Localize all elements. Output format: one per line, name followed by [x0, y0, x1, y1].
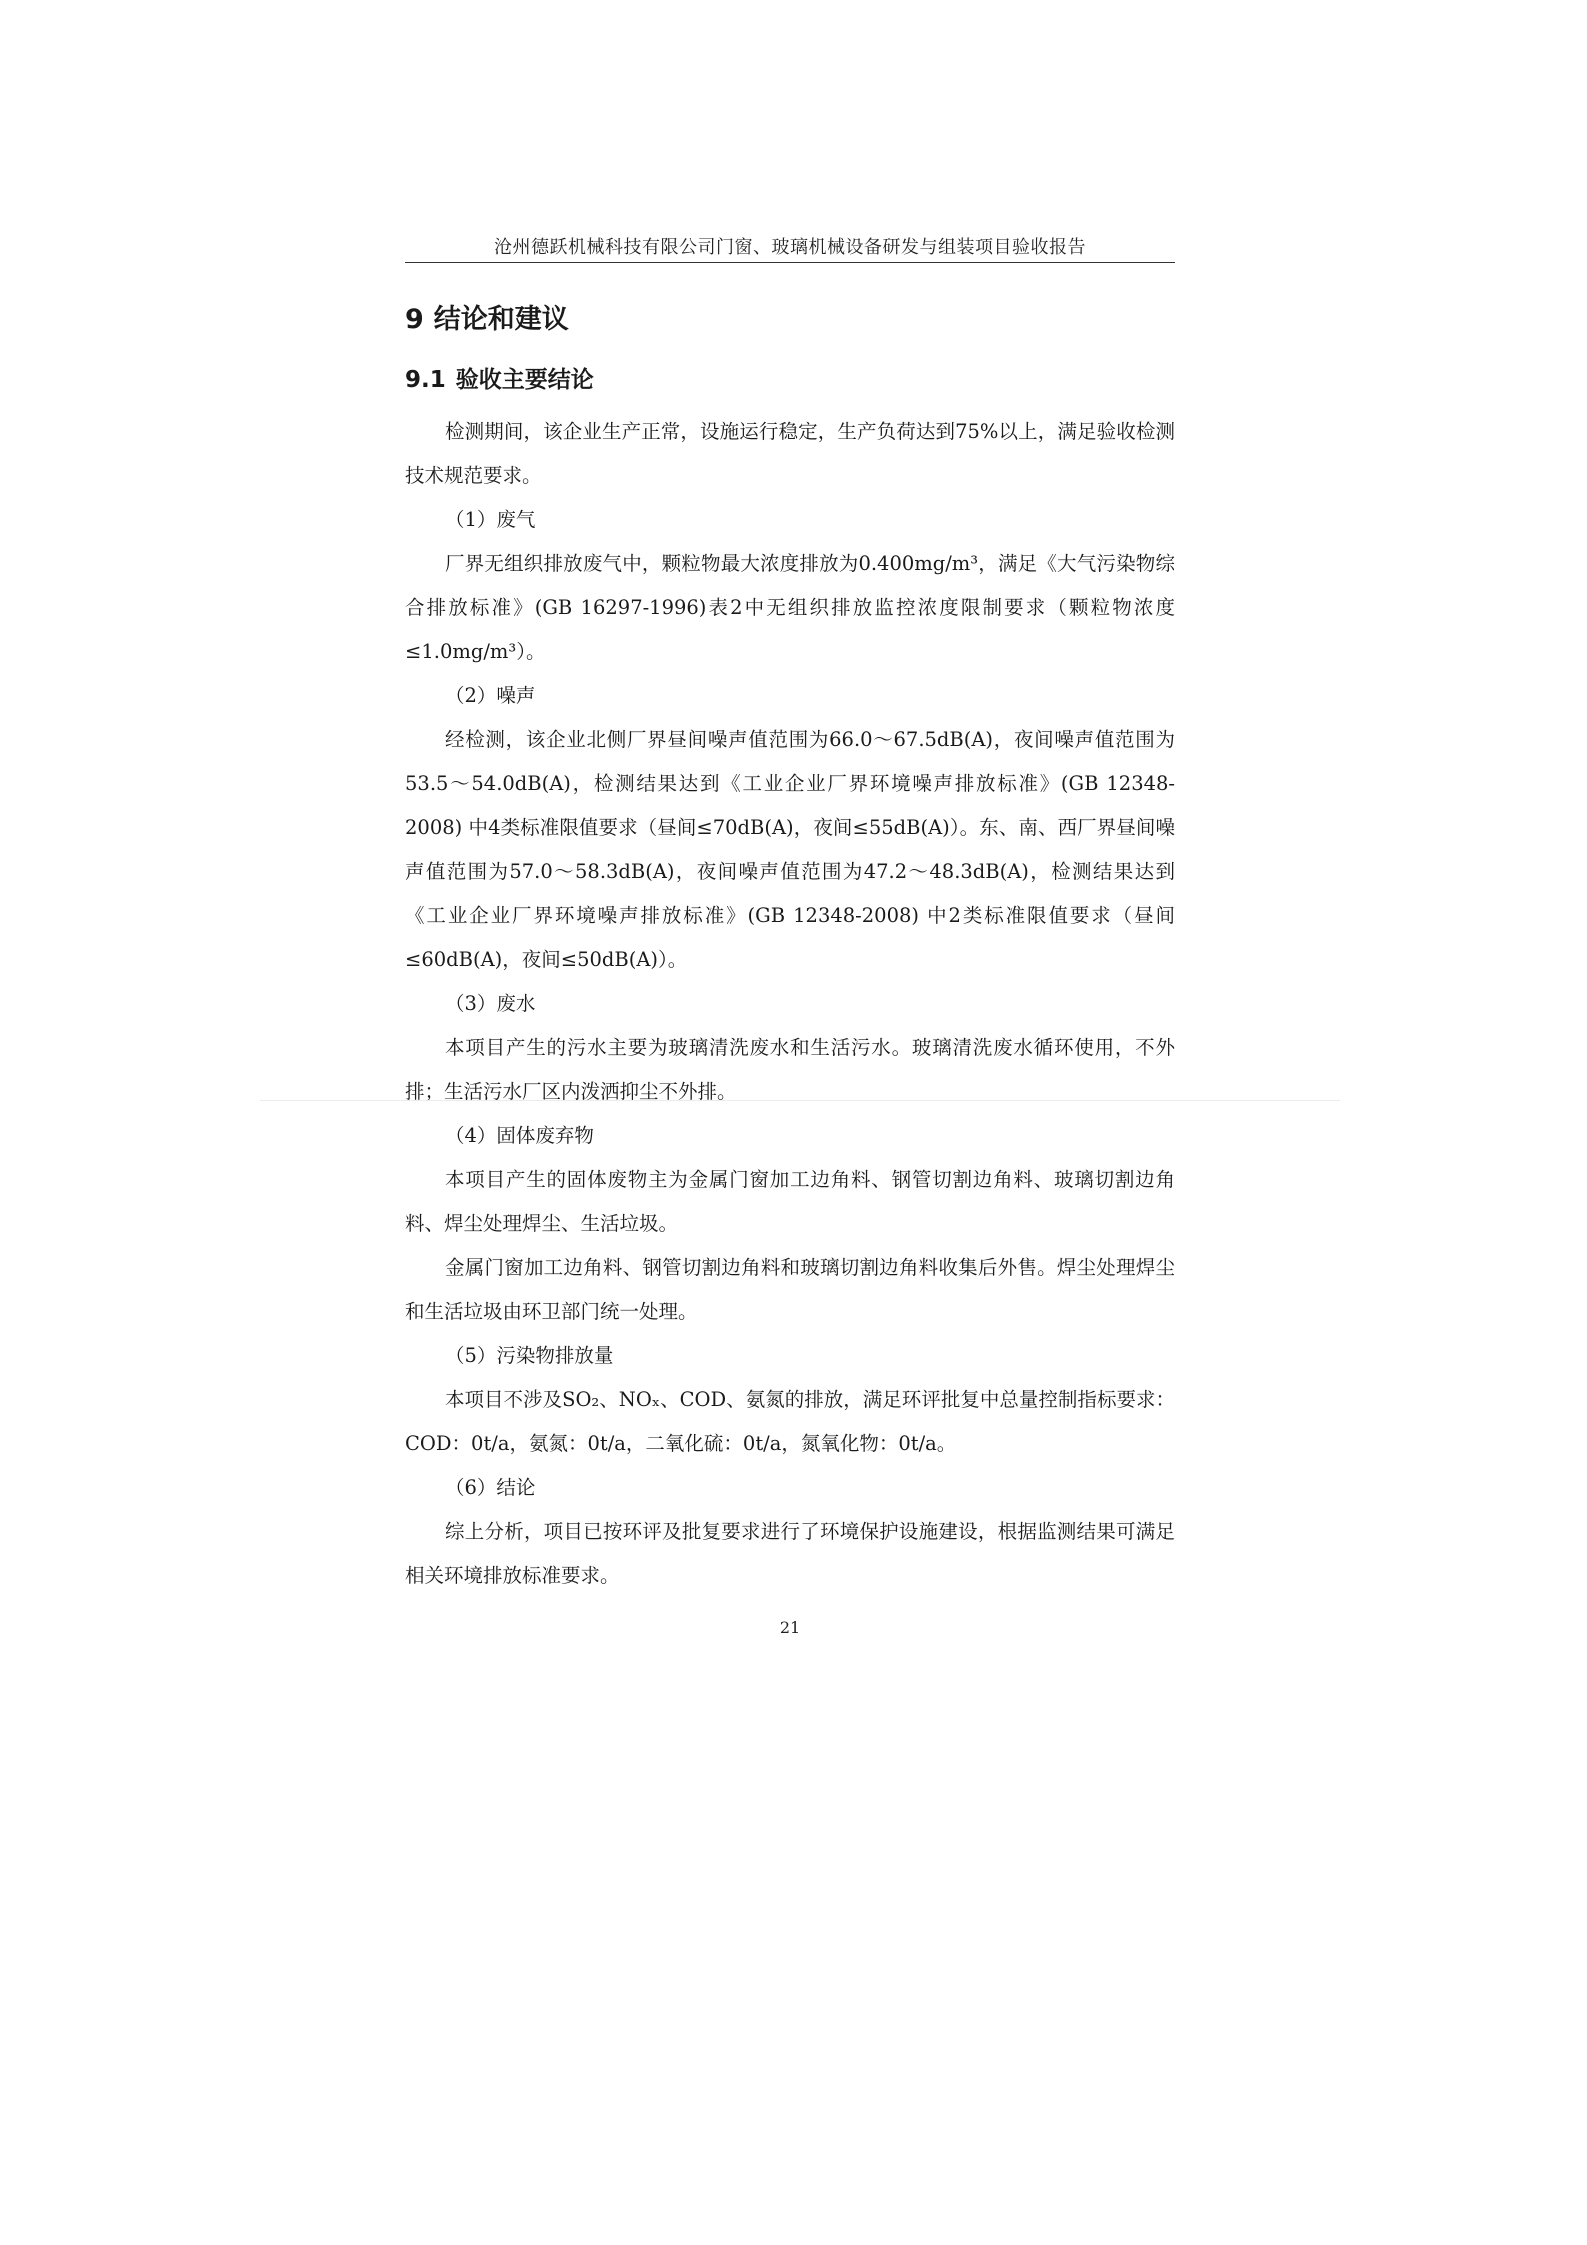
subheading-solid-waste: （4）固体废弃物 — [445, 1124, 594, 1147]
paragraph-solid-waste-disposal: 金属门窗加工边角料、钢管切割边角料和玻璃切割边角料收集后外售。焊尘处理焊尘和生活垃圾由环卫部门统一处理。 — [405, 1256, 1175, 1323]
paragraph-noise: 经检测，该企业北侧厂界昼间噪声值范围为66.0～67.5dB(A)，夜间噪声值范围为53.5～54.0dB(A)，检测结果达到《工业企业厂界环境噪声排放标准》(GB 12348-2008) 中4类标准限值要求（昼间≤70dB(A)，夜间≤55dB(A)）。东、南、西厂界昼间噪声值范围为57.0～58.3dB(A)，夜间噪声值范围为47.2～48.3dB(A)，检测结果达到《工业企业厂界环境噪声排放标准》(GB 12348-2008) 中2类标准限值要求（昼间≤60dB(A)，夜间≤50dB(A)）。 — [405, 728, 1175, 971]
paragraph-conclusion: 综上分析，项目已按环评及批复要求进行了环境保护设施建设，根据监测结果可满足相关环境排放标准要求。 — [405, 1520, 1175, 1587]
paragraph-exhaust-gas: 厂界无组织排放废气中，颗粒物最大浓度排放为0.400mg/m³，满足《大气污染物综合排放标准》(GB 16297-1996)表2中无组织排放监控浓度限制要求（颗粒物浓度≤1.0mg/m³）。 — [405, 552, 1175, 663]
section-heading — [405, 362, 1175, 398]
page-content — [405, 300, 1175, 1598]
subheading-noise: （2）噪声 — [445, 684, 536, 707]
subheading-wastewater: （3）废水 — [445, 992, 536, 1015]
subheading-exhaust-gas: （1）废气 — [445, 508, 536, 531]
header-divider — [405, 262, 1175, 263]
chapter-number: 9 — [405, 304, 424, 335]
subheading-pollutant-emissions: （5）污染物排放量 — [445, 1344, 614, 1367]
section-number: 9.1 — [405, 367, 446, 393]
chapter-heading — [405, 300, 1175, 340]
running-header: 沧州德跃机械科技有限公司门窗、玻璃机械设备研发与组装项目验收报告 — [494, 237, 1086, 258]
paragraph-wastewater: 本项目产生的污水主要为玻璃清洗废水和生活污水。玻璃清洗废水循环使用，不外排；生活污水厂区内泼洒抑尘不外排。 — [405, 1036, 1175, 1103]
scan-artifact-line — [260, 1100, 1340, 1101]
paragraph-solid-waste-sources: 本项目产生的固体废物主为金属门窗加工边角料、钢管切割边角料、玻璃切割边角料、焊尘处理焊尘、生活垃圾。 — [405, 1168, 1175, 1235]
paragraph-pollutant-emissions: 本项目不涉及SO₂、NOₓ、COD、氨氮的排放，满足环评批复中总量控制指标要求：COD：0t/a，氨氮：0t/a，二氧化硫：0t/a，氮氧化物：0t/a。 — [405, 1388, 1175, 1455]
intro-paragraph: 检测期间，该企业生产正常，设施运行稳定，生产负荷达到75%以上，满足验收检测技术规范要求。 — [405, 420, 1175, 487]
subheading-conclusion: （6）结论 — [445, 1476, 536, 1499]
chapter-title: 结论和建议 — [433, 304, 569, 335]
page-number: 21 — [779, 1618, 801, 1637]
section-title: 验收主要结论 — [455, 367, 594, 393]
